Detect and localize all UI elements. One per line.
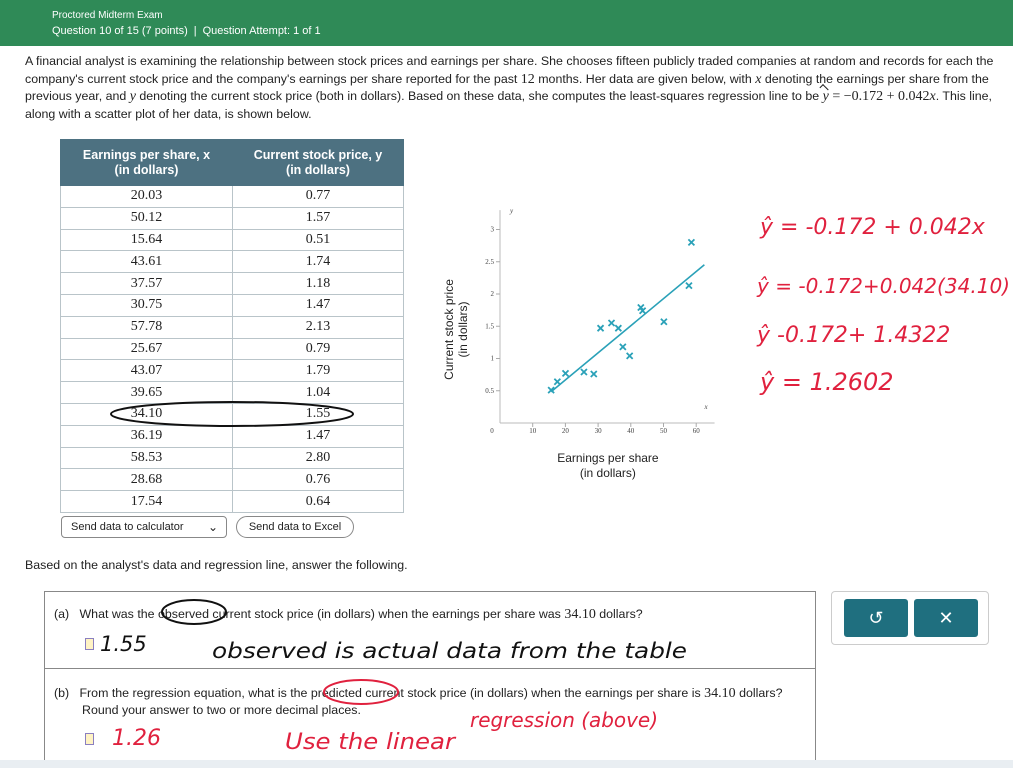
send-to-calculator-select[interactable] [61, 516, 227, 538]
clear-button[interactable] [914, 599, 978, 637]
variable-x: x [755, 71, 762, 87]
data-point [688, 239, 694, 245]
origin-label: 0 [490, 427, 494, 435]
x-axis-label: Earnings per share [557, 451, 659, 465]
part-b-label: (b) [54, 686, 70, 700]
data-point [627, 353, 633, 359]
x-axis-label: (in dollars) [579, 466, 636, 480]
table-row [61, 186, 404, 208]
scatter-plot [438, 190, 748, 490]
question-parts [44, 591, 816, 761]
data-point [609, 320, 615, 326]
earnings-cell: 43.07 [61, 360, 233, 382]
earnings-cell: 50.12 [61, 207, 233, 229]
table-row [61, 491, 404, 513]
earnings-cell: 34.10 [61, 403, 233, 425]
send-to-excel-button[interactable]: Send data to Excel [236, 516, 354, 538]
close-icon: ✕ [938, 608, 954, 628]
data-point [591, 371, 597, 377]
handwritten-answer-b: 1.26 [112, 726, 161, 751]
table-row [61, 273, 404, 295]
header-text: (in dollars) [286, 162, 350, 177]
x-tick-label: 40 [627, 427, 635, 435]
earnings-cell: 15.64 [61, 229, 233, 251]
part-a-answer-box[interactable] [85, 638, 94, 650]
price-cell: 1.47 [233, 294, 404, 316]
price-cell: 0.76 [233, 469, 404, 491]
table-row [61, 251, 404, 273]
price-cell: 2.13 [233, 316, 404, 338]
price-cell: 0.64 [233, 491, 404, 513]
table-row [61, 338, 404, 360]
x-tick-label: 10 [529, 427, 537, 435]
problem-statement [25, 53, 1000, 123]
intro-text: Based on the analyst's data and regression line, answer the following. [25, 558, 408, 572]
table-row [61, 403, 404, 425]
price-cell: 0.79 [233, 338, 404, 360]
part-a-text: What was the observed current stock price (in dollars) when the earnings per share was [79, 607, 565, 621]
y-tick-label: 1.5 [485, 322, 494, 331]
handwritten-note-a: observed is actual data from the table [212, 639, 687, 663]
chevron-down-icon: ⌄ [207, 520, 218, 534]
earnings-column-header [61, 140, 233, 186]
price-cell: 1.55 [233, 403, 404, 425]
table-row [61, 425, 404, 447]
price-cell: 1.57 [233, 207, 404, 229]
regression-line [551, 265, 704, 392]
part-a-label: (a) [54, 607, 70, 621]
reset-button[interactable] [844, 599, 908, 637]
horizontal-scrollbar[interactable] [0, 760, 1013, 768]
x-tick-label: 60 [692, 427, 700, 435]
x-tick-label: 20 [561, 427, 569, 435]
part-b-question [54, 685, 794, 719]
price-cell: 2.80 [233, 447, 404, 469]
table-row [61, 294, 404, 316]
earnings-cell: 17.54 [61, 491, 233, 513]
handwritten-equation-1: ŷ = -0.172 + 0.042x [760, 215, 985, 240]
price-cell: 1.04 [233, 382, 404, 404]
data-table [60, 139, 404, 513]
handwritten-equation-4: ŷ = 1.2602 [760, 368, 894, 396]
problem-text: months. Her data are given below, with [534, 71, 756, 86]
price-cell: 0.77 [233, 186, 404, 208]
y-hat-symbol: y [822, 89, 829, 104]
table-row [61, 382, 404, 404]
question-info [52, 25, 321, 37]
y-axis-symbol: y [510, 207, 514, 216]
y-tick-label: 2.5 [485, 257, 494, 266]
equation-variable-x: x [929, 89, 936, 104]
earnings-cell: 37.57 [61, 273, 233, 295]
table-header-row [61, 140, 404, 186]
header-separator: | [193, 25, 197, 37]
data-point [620, 344, 626, 350]
part-a-value: 34.10 [564, 607, 596, 622]
price-cell: 0.51 [233, 229, 404, 251]
calculator-select-label: Send data to calculator [71, 521, 184, 533]
data-point [598, 325, 604, 331]
data-point [562, 370, 568, 376]
earnings-cell: 43.61 [61, 251, 233, 273]
problem-text: denoting the earnings per share from the previous year, and [25, 71, 989, 103]
table-body [61, 186, 404, 513]
part-b-text: From the regression equation, what is the predicted current stock price (in dollars) when the earnings per share is [79, 686, 705, 700]
earnings-cell: 58.53 [61, 447, 233, 469]
part-b-text: dollars? Round your answer to two or more decimal places. [82, 686, 783, 717]
table-row [61, 229, 404, 251]
earnings-cell: 20.03 [61, 186, 233, 208]
x-axis-symbol: x [704, 403, 708, 411]
earnings-cell: 57.78 [61, 316, 233, 338]
handwritten-equation-3: ŷ -0.172+ 1.4322 [757, 323, 951, 348]
table-row [61, 360, 404, 382]
y-axis-label: Current stock price [442, 279, 456, 380]
handwritten-note-b-1: Use the linear [285, 730, 458, 755]
x-tick-label: 30 [594, 427, 602, 435]
handwritten-note-b-2: regression (above) [470, 708, 658, 732]
price-cell: 1.47 [233, 425, 404, 447]
regression-equation: = −0.172 + 0.042 [828, 89, 930, 104]
price-cell: 1.74 [233, 251, 404, 273]
part-divider [45, 668, 816, 669]
part-b-value: 34.10 [704, 686, 736, 701]
price-cell: 1.18 [233, 273, 404, 295]
part-a-text: dollars? [595, 607, 643, 621]
price-cell: 1.79 [233, 360, 404, 382]
earnings-cell: 28.68 [61, 469, 233, 491]
earnings-cell: 25.67 [61, 338, 233, 360]
table-row [61, 447, 404, 469]
y-tick-label: 0.5 [485, 386, 494, 395]
problem-text: A financial analyst is examining the relationship between stock prices and earnings per share. She chooses fifteen publicly traded companies at random and records for each the company's current stock price and the company's earnings per share reported for the past [25, 54, 994, 86]
handwritten-answer-a: 1.55 [100, 632, 147, 656]
variable-y: y [129, 89, 136, 104]
data-point [686, 283, 692, 289]
y-axis-label: (in dollars) [456, 301, 470, 358]
reset-icon: ↺ [868, 608, 884, 628]
table-row [61, 207, 404, 229]
table-row [61, 469, 404, 491]
earnings-cell: 36.19 [61, 425, 233, 447]
months-number: 12 [520, 71, 535, 87]
earnings-cell: 30.75 [61, 294, 233, 316]
header-text: Current stock price, y [253, 147, 383, 162]
earnings-cell: 39.65 [61, 382, 233, 404]
y-tick-label: 1 [490, 354, 494, 363]
price-column-header [233, 140, 404, 186]
y-tick-label: 3 [490, 225, 494, 234]
data-point [581, 369, 587, 375]
header-text: Earnings per share, x [82, 147, 211, 162]
problem-text: denoting the current stock price (both in dollars). Based on these data, she computes the least-squares regression line to be [135, 89, 823, 103]
exam-header [0, 0, 1013, 46]
data-point [661, 319, 667, 325]
part-a-question [54, 607, 643, 623]
header-text: (in dollars) [114, 162, 179, 177]
handwritten-equation-2: ŷ = -0.172+0.042(34.10) [755, 274, 1010, 298]
exam-title: Proctored Midterm Exam [52, 10, 163, 21]
data-point [615, 325, 621, 331]
table-row [61, 316, 404, 338]
x-tick-label: 50 [660, 427, 667, 435]
question-number: Question 10 of 15 (7 points) [52, 25, 188, 37]
attempt-info: Question Attempt: 1 of 1 [202, 25, 321, 37]
y-tick-label: 2 [490, 290, 494, 298]
problem-text: . This line, along with a scatter plot of her data, is shown below. [25, 89, 992, 121]
data-point [554, 379, 560, 385]
answer-tools [831, 591, 989, 645]
part-b-answer-box[interactable] [85, 733, 94, 745]
